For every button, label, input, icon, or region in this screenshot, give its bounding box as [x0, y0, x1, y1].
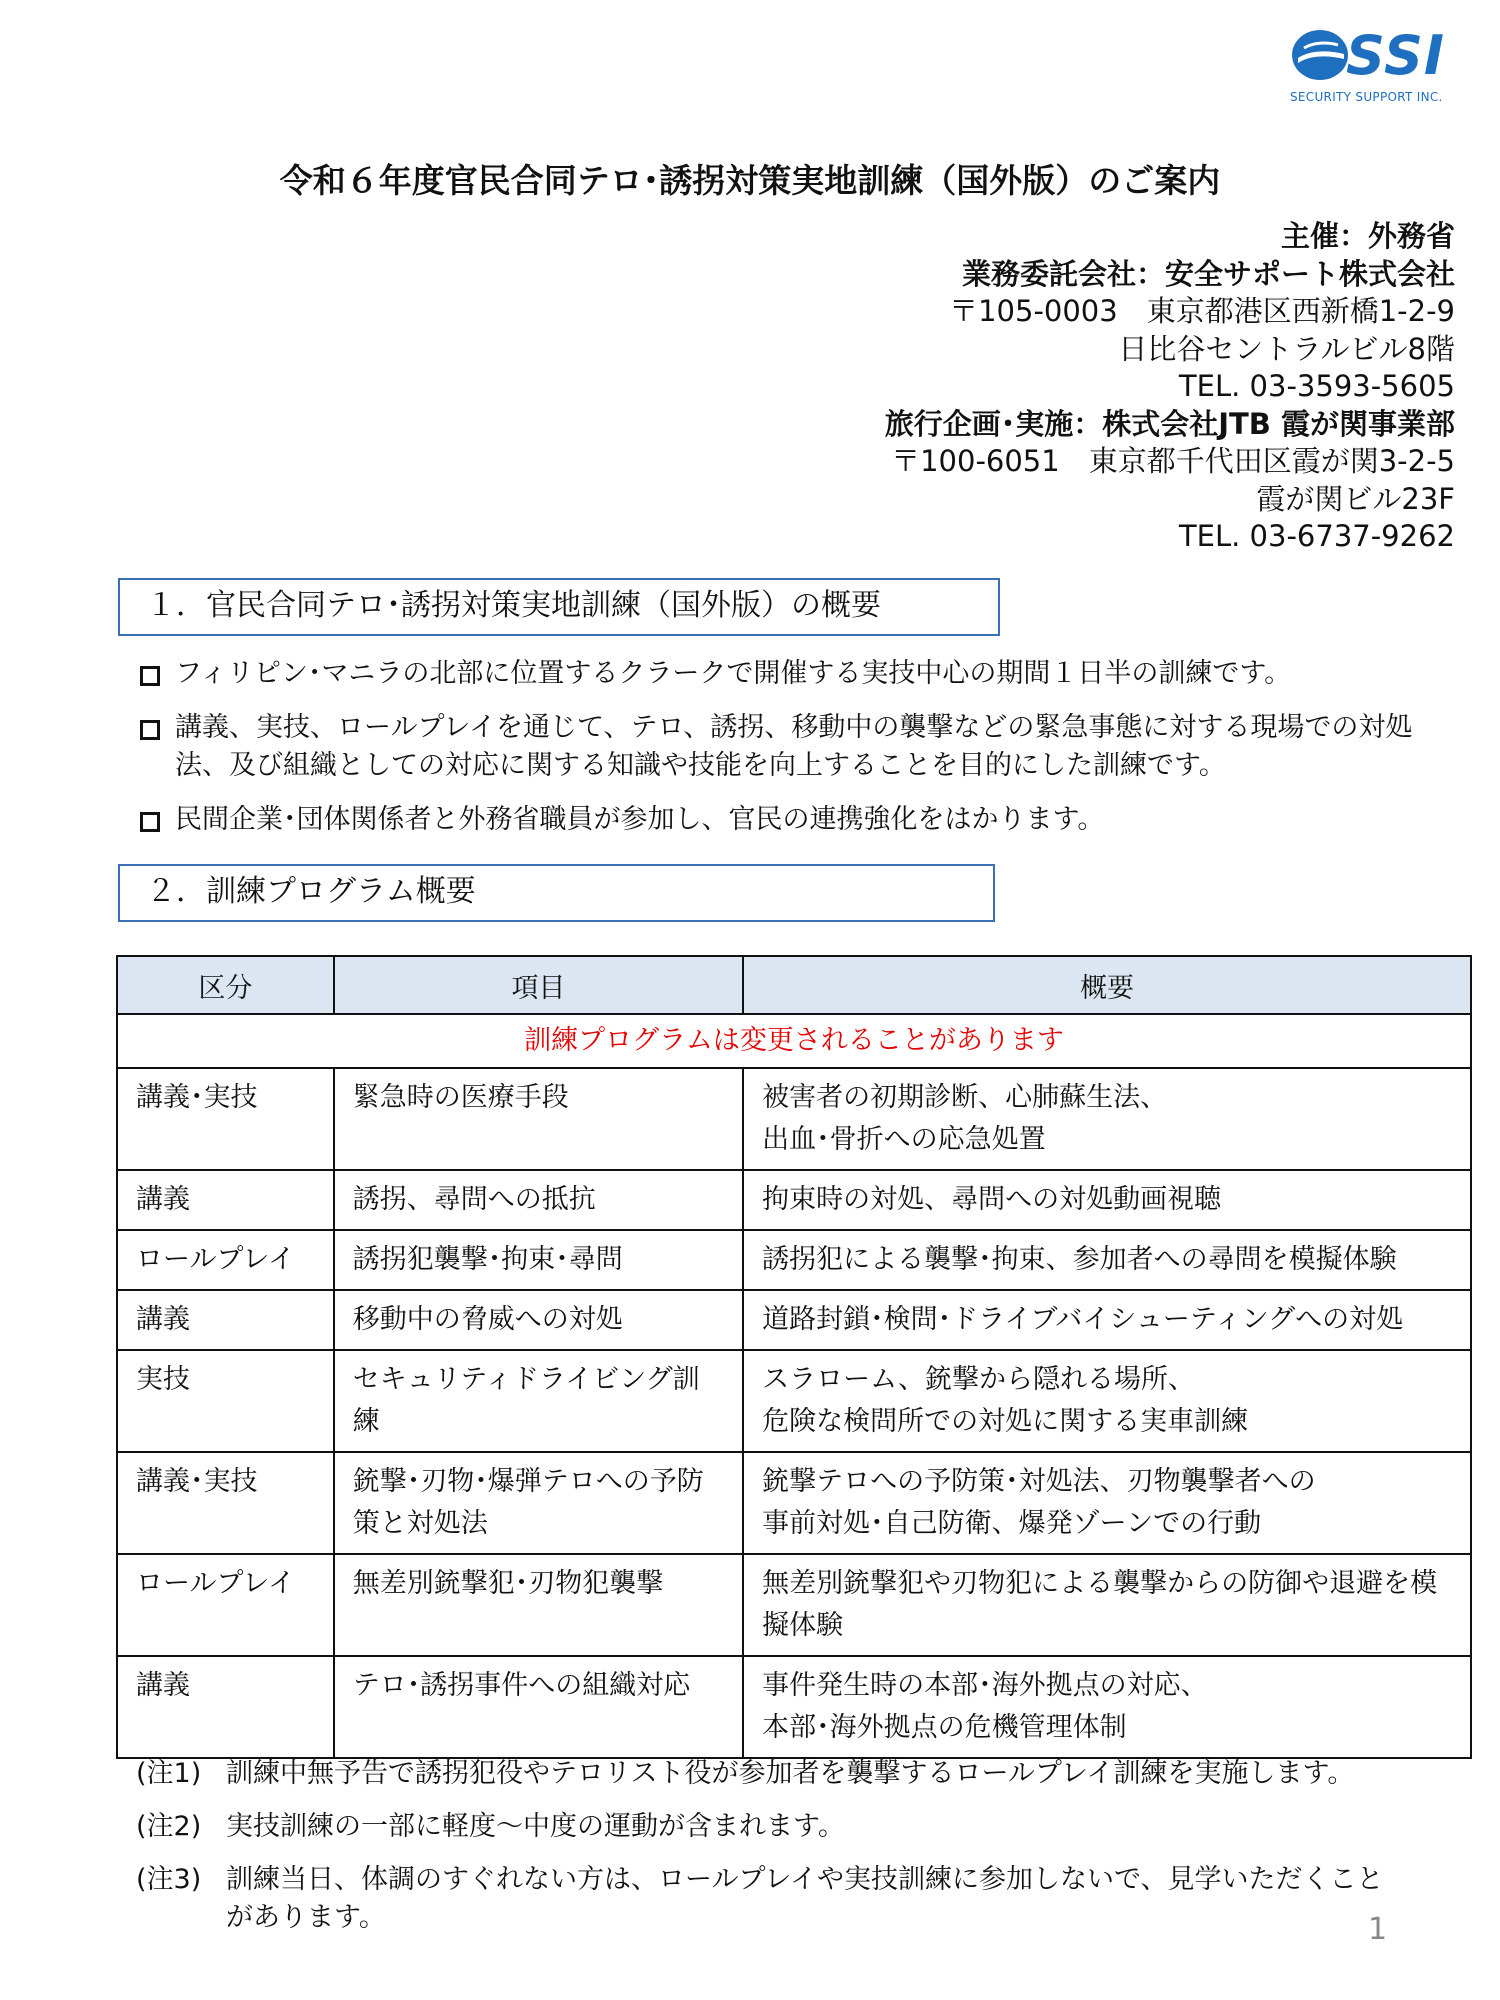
contractor-tel: TEL. 03-3593-5605: [1178, 369, 1455, 403]
table-row: [117, 1350, 1471, 1452]
logo-tagline: SECURITY SUPPORT INC.: [1290, 90, 1443, 104]
company-logo: [1290, 24, 1470, 108]
header-item: 項目: [334, 956, 743, 1014]
table-row: [117, 1554, 1471, 1656]
row-item: テロ･誘拐事件への組織対応: [334, 1656, 743, 1758]
note-item: [136, 1808, 1386, 1846]
row-category: 講義･実技: [117, 1068, 334, 1170]
row-summary: 事件発生時の本部･海外拠点の対応、 本部･海外拠点の危機管理体制: [743, 1656, 1471, 1758]
overview-bullet: [140, 801, 1440, 839]
note-text: 実技訓練の一部に軽度～中度の運動が含まれます。: [226, 1811, 845, 1842]
row-item: 無差別銃撃犯･刃物犯襲撃: [334, 1554, 743, 1656]
note-key: (注1): [136, 1758, 202, 1789]
row-item: セキュリティドライビング訓練: [334, 1350, 743, 1452]
travel-address-2: 霞が関ビル23F: [1256, 481, 1455, 516]
travel-address-1: 〒100-6051 東京都千代田区霞が関3-2-5: [891, 444, 1455, 478]
row-summary: 道路封鎖･検問･ドライブバイシューティングへの対処: [743, 1290, 1471, 1350]
travel-agency-name: 旅行企画･実施：株式会社JTB 霞が関事業部: [884, 406, 1455, 441]
page-number: 1: [1368, 1912, 1388, 1947]
header-summary: 概要: [743, 956, 1471, 1014]
row-item: 銃撃･刃物･爆弾テロへの予防策と対処法: [334, 1452, 743, 1554]
overview-bullet: [140, 709, 1440, 785]
bullet-text: フィリピン･マニラの北部に位置するクラークで開催する実技中心の期間１日半の訓練です。: [175, 658, 1292, 689]
row-summary: 被害者の初期診断、心肺蘇生法、 出血･骨折への応急処置: [743, 1068, 1471, 1170]
note-item: [136, 1755, 1386, 1793]
travel-tel: TEL. 03-6737-9262: [1178, 519, 1455, 553]
ssi-logo-icon: [1290, 28, 1350, 82]
row-item: 緊急時の医療手段: [334, 1068, 743, 1170]
section-1-heading: １．官民合同テロ･誘拐対策実地訓練（国外版）の概要: [118, 578, 1000, 636]
row-category: 実技: [117, 1350, 334, 1452]
bullet-text: 講義、実技、ロールプレイを通じて、テロ、誘拐、移動中の襲撃などの緊急事態に対する現場での対処法、及び組織としての対応に関する知識や技能を向上することを目的にした訓練です。: [175, 712, 1413, 781]
row-item: 移動中の脅威への対処: [334, 1290, 743, 1350]
overview-bullets: [140, 655, 1440, 855]
table-row: [117, 1656, 1471, 1758]
row-summary: 銃撃テロへの予防策･対処法、刃物襲撃者への 事前対処･自己防衛、爆発ゾーンでの行動: [743, 1452, 1471, 1554]
table-row: [117, 1068, 1471, 1170]
header-category: 区分: [117, 956, 334, 1014]
row-summary: 拘束時の対処、尋問への対処動画視聴: [743, 1170, 1471, 1230]
page-title: 令和６年度官民合同テロ･誘拐対策実地訓練（国外版）のご案内: [279, 161, 1221, 200]
contractor-address-2: 日比谷セントラルビル8階: [1118, 331, 1455, 366]
row-summary: 無差別銃撃犯や刃物犯による襲撃からの防御や退避を模擬体験: [743, 1554, 1471, 1656]
note-item: [136, 1861, 1386, 1937]
table-row: [117, 1170, 1471, 1230]
table-row: [117, 1230, 1471, 1290]
note-text: 訓練当日、体調のすぐれない方は、ロールプレイや実技訓練に参加しないで、見学いただくことがあります。: [226, 1864, 1384, 1933]
section-2-heading: ２．訓練プログラム概要: [118, 864, 995, 922]
row-category: ロールプレイ: [117, 1554, 334, 1656]
row-summary: 誘拐犯による襲撃･拘束、参加者への尋問を模擬体験: [743, 1230, 1471, 1290]
overview-bullet: [140, 655, 1440, 693]
row-category: ロールプレイ: [117, 1230, 334, 1290]
organizer-info: [655, 218, 1455, 556]
checkbox-bullet-icon: [140, 812, 160, 832]
contractor-address-1: 〒105-0003 東京都港区西新橋1-2-9: [949, 294, 1455, 328]
row-summary: スラローム、銃撃から隠れる場所、 危険な検問所での対処に関する実車訓練: [743, 1350, 1471, 1452]
row-item: 誘拐、尋問への抵抗: [334, 1170, 743, 1230]
contractor-name: 業務委託会社：安全サポート株式会社: [961, 256, 1455, 291]
table-row: [117, 1452, 1471, 1554]
notes: [136, 1755, 1386, 1952]
row-item: 誘拐犯襲撃･拘束･尋問: [334, 1230, 743, 1290]
row-category: 講義: [117, 1290, 334, 1350]
table-notice-row: [117, 1014, 1471, 1068]
row-category: 講義: [117, 1656, 334, 1758]
logo-text: SSI: [1346, 24, 1445, 87]
row-category: 講義･実技: [117, 1452, 334, 1554]
table-row: [117, 1290, 1471, 1350]
organizer-host: 主催：外務省: [1280, 219, 1455, 253]
note-text: 訓練中無予告で誘拐犯役やテロリスト役が参加者を襲撃するロールプレイ訓練を実施します。: [226, 1758, 1355, 1789]
bullet-text: 民間企業･団体関係者と外務省職員が参加し、官民の連携強化をはかります。: [175, 804, 1105, 835]
program-change-notice: 訓練プログラムは変更されることがあります: [117, 1014, 1471, 1068]
note-key: (注2): [136, 1811, 202, 1842]
checkbox-bullet-icon: [140, 666, 160, 686]
table-header-row: [117, 956, 1471, 1014]
checkbox-bullet-icon: [140, 720, 160, 740]
program-table: [116, 955, 1472, 1759]
note-key: (注3): [136, 1864, 202, 1895]
row-category: 講義: [117, 1170, 334, 1230]
